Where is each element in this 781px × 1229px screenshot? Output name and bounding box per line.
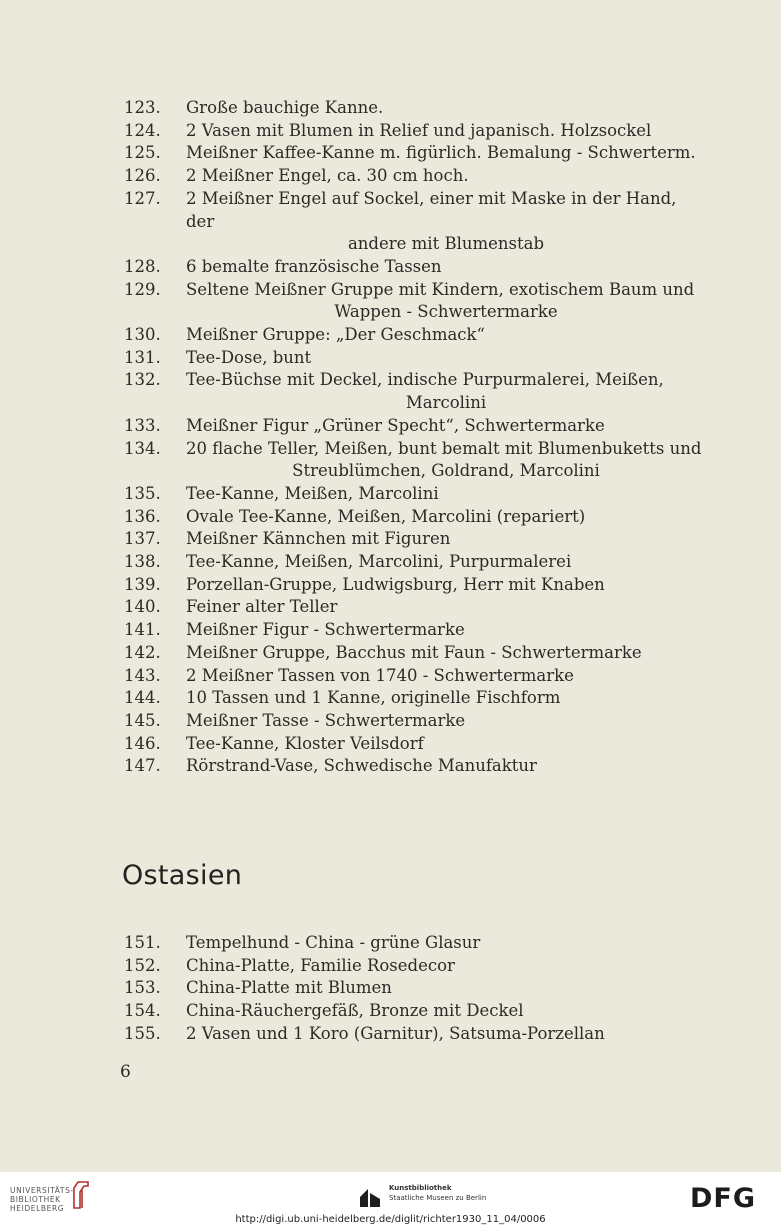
entry-text: 10 Tassen und 1 Kanne, originelle Fischform	[186, 688, 561, 708]
entry-description	[186, 551, 706, 574]
entry-text: Meißner Figur - Schwertermarke	[186, 620, 465, 640]
entry-text: Ovale Tee-Kanne, Meißen, Marcolini (repariert)	[186, 506, 586, 526]
catalog-entry	[0, 687, 781, 710]
entry-description	[186, 369, 706, 414]
page-number: 6	[120, 1062, 131, 1082]
catalog-list-ostasien	[0, 932, 781, 1046]
entry-description	[186, 665, 706, 688]
entry-description	[186, 932, 706, 955]
entry-text: 2 Meißner Engel auf Sockel, einer mit Maske in der Hand, der	[186, 188, 677, 231]
source-url[interactable]: http://digi.ub.uni-heidelberg.de/diglit/richter1930_11_04/0006	[235, 1214, 546, 1225]
entry-number: 131.	[124, 347, 161, 367]
catalog-entry	[0, 483, 781, 506]
university-library-label: UNIVERSITÄTS- BIBLIOTHEK HEIDELBERG	[10, 1186, 74, 1213]
entry-text: 2 Meißner Engel, ca. 30 cm hoch.	[186, 166, 469, 186]
entry-description	[186, 1023, 706, 1046]
catalog-entry	[0, 755, 781, 778]
entry-number: 141.	[124, 620, 161, 640]
entry-number: 130.	[124, 325, 161, 345]
entry-number: 143.	[124, 665, 161, 685]
entry-text-continued: Wappen - Schwertermarke	[334, 302, 558, 322]
entry-description	[186, 642, 706, 665]
entry-text: China-Platte mit Blumen	[186, 978, 392, 998]
catalog-entry	[0, 142, 781, 165]
entry-number: 152.	[124, 955, 161, 975]
entry-text: Meißner Gruppe, Bacchus mit Faun - Schwertermarke	[186, 642, 642, 662]
catalog-entry	[0, 932, 781, 955]
entry-description	[186, 256, 706, 279]
entry-text: Tee-Kanne, Meißen, Marcolini	[186, 483, 439, 503]
entry-description	[186, 755, 706, 778]
entry-text-continued: andere mit Blumenstab	[347, 234, 545, 254]
catalog-entry	[0, 1000, 781, 1023]
entry-number: 151.	[124, 933, 161, 952]
entry-description	[186, 528, 706, 551]
entry-number: 145.	[124, 710, 161, 730]
entry-number: 133.	[124, 415, 161, 435]
entry-text: Große bauchige Kanne.	[186, 98, 384, 117]
catalog-entry	[0, 256, 781, 279]
catalog-entry	[0, 596, 781, 619]
entry-description	[186, 619, 706, 642]
entry-number: 140.	[124, 597, 161, 617]
entry-text: China-Platte, Familie Rosedecor	[186, 955, 455, 975]
entry-text: Tempelhund - China - grüne Glasur	[186, 933, 481, 952]
catalog-entry	[0, 551, 781, 574]
entry-number: 147.	[124, 756, 161, 776]
catalog-entry	[0, 528, 781, 551]
entry-description	[186, 97, 706, 120]
catalog-entry	[0, 279, 781, 324]
entry-description	[186, 596, 706, 619]
entry-number: 127.	[124, 188, 161, 208]
entry-description	[186, 188, 706, 256]
catalog-entry	[0, 97, 781, 120]
entry-text: 6 bemalte französische Tassen	[186, 256, 442, 276]
entry-description	[186, 506, 706, 529]
entry-text-continued: Marcolini	[405, 393, 487, 413]
entry-description	[186, 142, 706, 165]
entry-text: 2 Vasen mit Blumen in Relief und japanisch. Holzsockel	[186, 120, 652, 140]
entry-description	[186, 483, 706, 506]
entry-number: 123.	[124, 98, 161, 117]
catalog-entry	[0, 415, 781, 438]
entry-description	[186, 120, 706, 143]
entry-description	[186, 710, 706, 733]
entry-number: 132.	[124, 370, 161, 390]
entry-number: 134.	[124, 438, 161, 458]
catalog-entry	[0, 574, 781, 597]
catalog-entry	[0, 438, 781, 483]
entry-number: 154.	[124, 1001, 161, 1021]
entry-description	[186, 347, 706, 370]
catalog-entry	[0, 955, 781, 978]
entry-number: 139.	[124, 574, 161, 594]
entry-number: 136.	[124, 506, 161, 526]
entry-text: Meißner Figur „Grüner Specht“, Schwertermarke	[186, 415, 605, 435]
entry-number: 125.	[124, 143, 161, 163]
entry-text: 20 flache Teller, Meißen, bunt bemalt mit Blumenbuketts und	[186, 438, 702, 458]
viewer-footer	[0, 1172, 781, 1229]
catalog-entry	[0, 506, 781, 529]
catalog-entry	[0, 1023, 781, 1046]
entry-number: 129.	[124, 279, 161, 299]
entry-text: Meißner Gruppe: „Der Geschmack“	[186, 325, 485, 345]
catalog-entry	[0, 369, 781, 414]
entry-text: Meißner Kännchen mit Figuren	[186, 529, 451, 549]
entry-description	[186, 977, 706, 1000]
catalog-entry	[0, 733, 781, 756]
entry-text: Feiner alter Teller	[186, 597, 338, 617]
catalog-entry	[0, 188, 781, 256]
kunstbibliothek-label: Kunstbibliothek Staatliche Museen zu Berlin	[389, 1184, 487, 1202]
entry-number: 146.	[124, 733, 161, 753]
university-logo-icon	[70, 1180, 92, 1210]
entry-description	[186, 1000, 706, 1023]
entry-number: 135.	[124, 483, 161, 503]
entry-text: Porzellan-Gruppe, Ludwigsburg, Herr mit Knaben	[186, 574, 605, 594]
catalog-entry	[0, 165, 781, 188]
entry-text: China-Räuchergefäß, Bronze mit Deckel	[186, 1001, 524, 1021]
entry-number: 138.	[124, 552, 161, 572]
entry-text: Tee-Kanne, Kloster Veilsdorf	[186, 733, 424, 753]
entry-number: 126.	[124, 166, 161, 186]
catalog-list-porcelain	[0, 97, 781, 778]
entry-text: 2 Meißner Tassen von 1740 - Schwertermarke	[186, 665, 574, 685]
entry-text: Rörstrand-Vase, Schwedische Manufaktur	[186, 756, 537, 776]
entry-description	[186, 733, 706, 756]
entry-description	[186, 279, 706, 324]
entry-text: Seltene Meißner Gruppe mit Kindern, exotischem Baum und	[186, 279, 695, 299]
kunstbibliothek-logo-icon	[358, 1185, 384, 1209]
catalog-entry	[0, 347, 781, 370]
catalog-entry	[0, 619, 781, 642]
entry-number: 142.	[124, 642, 161, 662]
entry-text: Tee-Kanne, Meißen, Marcolini, Purpurmalerei	[186, 552, 572, 572]
dfg-logo: DFG	[690, 1183, 757, 1214]
entry-number: 144.	[124, 688, 161, 708]
entry-description	[186, 324, 706, 347]
catalog-entry	[0, 120, 781, 143]
catalog-entry	[0, 710, 781, 733]
entry-text-continued: Streublümchen, Goldrand, Marcolini	[292, 461, 600, 481]
entry-description	[186, 574, 706, 597]
entry-text: Tee-Büchse mit Deckel, indische Purpurmalerei, Meißen,	[186, 370, 664, 390]
entry-text: Meißner Kaffee-Kanne m. figürlich. Bemalung - Schwerterm.	[186, 143, 696, 163]
catalog-entry	[0, 324, 781, 347]
entry-number: 137.	[124, 529, 161, 549]
entry-description	[186, 438, 706, 483]
entry-number: 128.	[124, 256, 161, 276]
catalog-entry	[0, 665, 781, 688]
entry-number: 155.	[124, 1023, 161, 1043]
catalog-entry	[0, 977, 781, 1000]
entry-description	[186, 165, 706, 188]
entry-text: Meißner Tasse - Schwertermarke	[186, 710, 466, 730]
entry-description	[186, 687, 706, 710]
entry-description	[186, 955, 706, 978]
entry-number: 153.	[124, 978, 161, 998]
entry-number: 124.	[124, 120, 161, 140]
entry-text: 2 Vasen und 1 Koro (Garnitur), Satsuma-Porzellan	[186, 1023, 605, 1043]
entry-text: Tee-Dose, bunt	[186, 347, 312, 367]
entry-description	[186, 415, 706, 438]
catalog-entry	[0, 642, 781, 665]
section-heading: Ostasien	[122, 860, 243, 891]
